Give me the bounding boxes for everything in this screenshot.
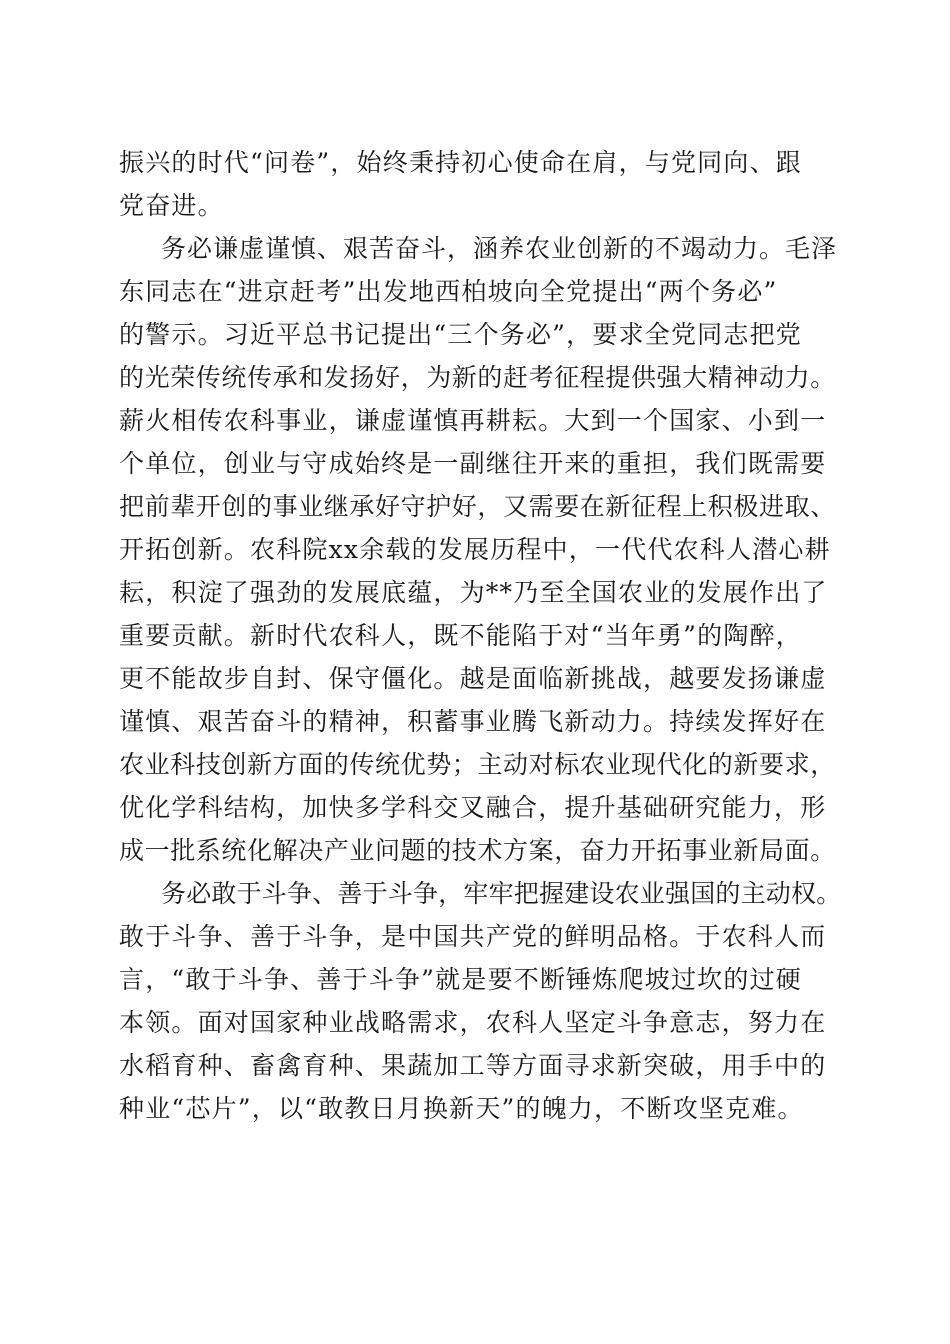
text-line: 敢于斗争、善于斗争，是中国共产党的鲜明品格。于农科人而 [119, 922, 827, 951]
text-line: 个单位，创业与守成始终是一副继往开来的重担，我们既需要 [119, 449, 827, 478]
text-line: 谨慎、艰苦奋斗的精神，积蓄事业腾飞新动力。持续发挥好在 [119, 707, 827, 736]
text-line: 水稻育种、畜禽育种、果蔬加工等方面寻求新突破，用手中的 [119, 1051, 827, 1080]
text-line: 重要贡献。新时代农科人，既不能陷于对“当年勇”的陶醉， [119, 621, 802, 650]
text-line: 的警示。习近平总书记提出“三个务必”，要求全党同志把党 [119, 320, 802, 349]
text-line: 耘，积淀了强劲的发展底蕴，为**乃至全国农业的发展作出了 [119, 578, 828, 607]
text-line: 的光荣传统传承和发扬好，为新的赶考征程提供强大精神动力。 [119, 363, 836, 392]
text-line: 把前辈开创的事业继承好守护好，又需要在新征程上积极进取、 [119, 492, 836, 521]
text-line: 东同志在“进京赶考”出发地西柏坡向全党提出“两个务必” [119, 277, 778, 306]
text-line: 党奋进。 [119, 191, 224, 220]
paragraph-first-line: 务必敢于斗争、善于斗争，牢牢把握建设农业强国的主动权。 [161, 879, 842, 908]
text-line: 本领。面对国家种业战略需求，农科人坚定斗争意志，努力在 [119, 1008, 827, 1037]
text-line: 种业“芯片”，以“敢教日月换新天”的魄力，不断攻坚克难。 [119, 1094, 804, 1123]
text-line: 振兴的时代“问卷”，始终秉持初心使命在肩，与党同向、跟 [119, 148, 802, 177]
text-line: 薪火相传农科事业，谦虚谨慎再耕耘。大到一个国家、小到一 [119, 406, 827, 435]
text-line: 开拓创新。农科院xx余载的发展历程中，一代代农科人潜心耕 [119, 535, 831, 564]
text-line: 优化学科结构，加快多学科交叉融合，提升基础研究能力，形 [119, 793, 827, 822]
text-line: 更不能故步自封、保守僵化。越是面临新挑战，越要发扬谦虚 [119, 664, 827, 693]
text-line: 农业科技创新方面的传统优势；主动对标农业现代化的新要求， [119, 750, 836, 779]
text-line: 成一批系统化解决产业问题的技术方案，奋力开拓事业新局面。 [119, 836, 836, 865]
text-line: 言，“敢于斗争、善于斗争”就是要不断锤炼爬坡过坎的过硬 [119, 965, 802, 994]
paragraph-first-line: 务必谦虚谨慎、艰苦奋斗，涵养农业创新的不竭动力。毛泽 [161, 234, 838, 263]
